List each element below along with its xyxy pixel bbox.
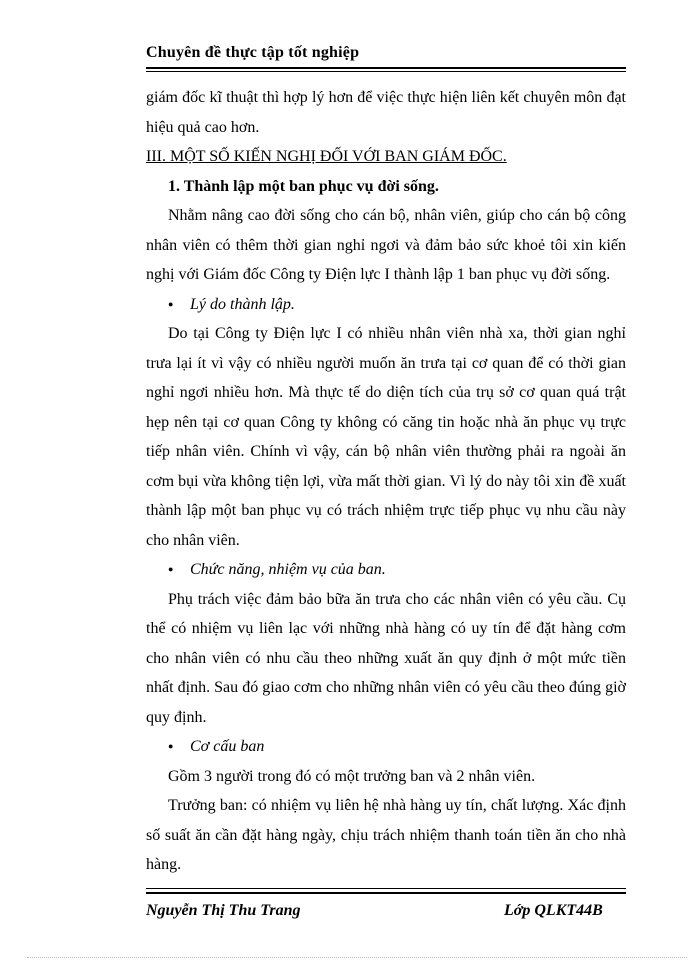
bullet-structure xyxy=(146,732,626,762)
footer-rule-thick xyxy=(146,892,626,894)
bullet-dot-icon: ● xyxy=(168,298,174,309)
header-rule-thick xyxy=(146,67,626,69)
bullet-reason xyxy=(146,290,626,320)
paragraph-head: Trưởng ban: có nhiệm vụ liên hệ nhà hàng uy tín, chất lượng. Xác định số suất ăn cần đặt hàng ngày, chịu trách nhiệm thanh toán tiền ăn cho nhà hàng. xyxy=(146,797,626,873)
paragraph-continued: giám đốc kĩ thuật thì hợp lý hơn để việc thực hiện liên kết chuyên môn đạt hiệu quả cao hơn. xyxy=(146,89,626,136)
bullet-structure-text: Cơ cấu ban xyxy=(190,738,265,755)
running-header-title: Chuyên đề thực tập tốt nghiệp xyxy=(146,44,360,61)
bullet-dot-icon: ● xyxy=(168,564,174,574)
bullet-function xyxy=(146,555,626,585)
page-bottom-border xyxy=(27,957,687,958)
paragraph-function: Phụ trách việc đảm bảo bữa ăn trưa cho các nhân viên có yêu cầu. Cụ thể có nhiệm vụ liên lạc với những nhà hàng có uy tín để đặt hàng cơm cho nhân viên có nhu cầu theo những xuất ăn quy định ở một mức tiền nhất định. Sau đó giao cơm cho những nhân viên có yêu cầu theo đúng giờ quy định. xyxy=(146,590,626,726)
bullet-dot-icon: ● xyxy=(168,741,174,751)
paragraph-structure: Gồm 3 người trong đó có một trưởng ban và 2 nhân viên. xyxy=(168,767,536,785)
paragraph-intro: Nhằm nâng cao đời sống cho cán bộ, nhân viên, giúp cho cán bộ công nhân viên có thêm thời gian nghỉ ngơi và đảm bảo sức khoẻ tôi xin kiến nghị với Giám đốc Công ty Điện lực I thành lập 1 ban phục vụ đời sống. xyxy=(146,207,626,283)
bullet-function-text: Chức năng, nhiệm vụ của ban. xyxy=(190,561,386,578)
footer-author: Nguyễn Thị Thu Trang xyxy=(146,902,301,919)
header-rule-thin xyxy=(146,71,626,72)
section-heading: III. MỘT SỐ KIẾN NGHỊ ĐỐI VỚI BAN GIÁM ĐỐC. xyxy=(146,148,507,165)
subheading-1: 1. Thành lập một ban phục vụ đời sống. xyxy=(168,177,439,195)
body-text xyxy=(146,83,626,880)
footer-rule-thin xyxy=(146,888,626,889)
paragraph-reason: Do tại Công ty Điện lực I có nhiều nhân viên nhà xa, thời gian nghỉ trưa lại ít vì vậy có nhiều người muốn ăn trưa tại cơ quan để có thời gian nghỉ ngơi nhiều hơn. Mà thực tế do diện tích của trụ sở cơ quan quá trật hẹp nên tại cơ quan Công ty không có căng tin hoặc nhà ăn phục vụ trực tiếp nhân viên. Chính vì vậy, cán bộ nhân viên thường phải ra ngoài ăn cơm bụi vừa không tiện lợi, vừa mất thời gian. Vì lý do này tôi xin đề xuất thành lập một ban phục vụ có trách nhiệm trực tiếp phục vụ nhu cầu này cho nhân viên. xyxy=(146,325,626,549)
bullet-reason-text: Lý do thành lập. xyxy=(190,295,295,313)
footer-class: Lớp QLKT44B xyxy=(504,902,603,919)
